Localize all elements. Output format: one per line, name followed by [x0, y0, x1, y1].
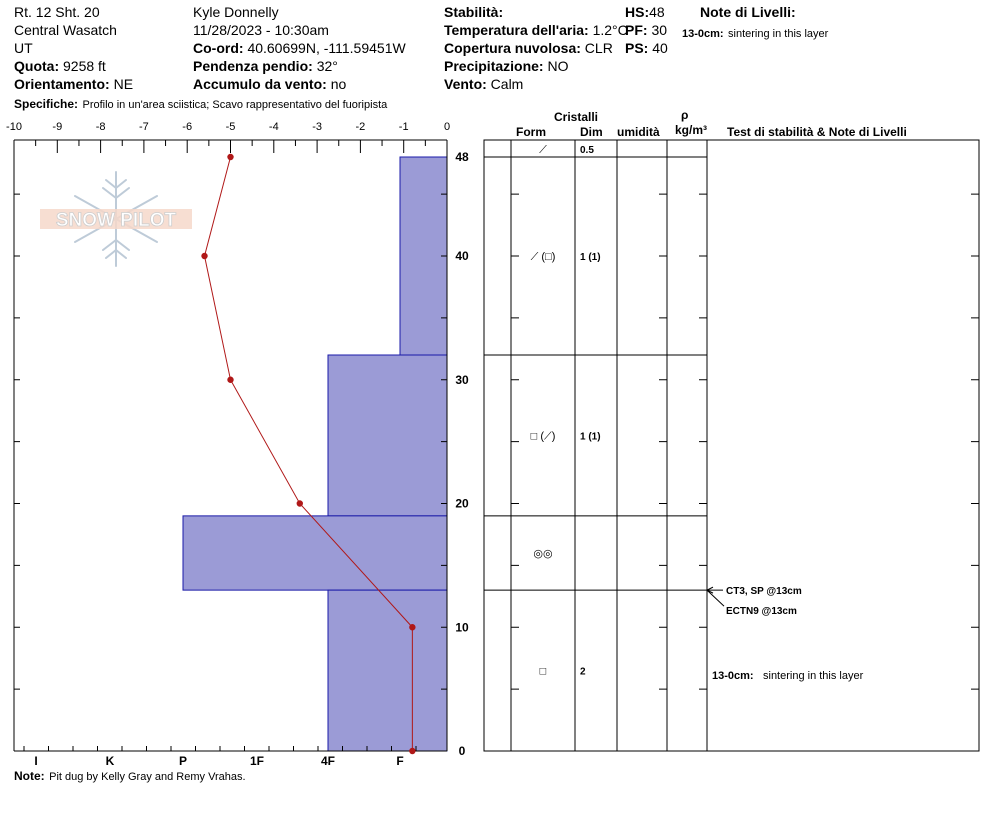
crystal-size: 1 (1): [580, 252, 601, 263]
wind-value: Calm: [490, 76, 524, 92]
temp-tick-label: -1: [398, 121, 409, 133]
crystal-form: ◎◎: [533, 548, 553, 560]
specifics-value: Profilo in un'area sciistica; Scavo rappresentativo del fuoripista: [82, 99, 388, 111]
wind-loading-label: Accumulo da vento:: [193, 76, 327, 92]
hardness-tick-label: P: [178, 754, 188, 768]
coord-label: Co-ord:: [193, 40, 244, 56]
sky-value: CLR: [584, 40, 613, 56]
height-tick-label: 40: [455, 249, 469, 263]
hardness-bar: [328, 590, 447, 751]
temp-tick-label: -3: [312, 121, 322, 133]
hardness-tick-label: K: [105, 754, 115, 768]
stability-test-text: CT3, SP @13cm: [726, 586, 802, 598]
height-tick-label: 0: [458, 744, 466, 758]
crystal-form: ⟋ (□): [530, 251, 556, 263]
hardness-tick-label: F: [396, 754, 404, 768]
slope-label: Pendenza pendio:: [193, 58, 313, 74]
precip-value: NO: [547, 58, 569, 74]
hardness-tick-label: 4F: [320, 754, 336, 768]
air-temp-label: Temperatura dell'aria:: [444, 22, 589, 38]
temp-tick-label: -5: [225, 121, 236, 133]
sky-label: Copertura nuvolosa:: [444, 40, 581, 56]
range-name: Central Wasatch: [14, 22, 117, 38]
aspect-label: Orientamento:: [14, 76, 110, 92]
temp-tick-label: -9: [52, 121, 63, 133]
air-temp-value: 1.2°C: [592, 22, 628, 38]
crystals-title: Cristalli: [554, 110, 599, 124]
temperature-point: [201, 253, 207, 259]
elevation-label: Quota:: [14, 58, 60, 74]
temperature-point: [297, 500, 303, 506]
hardness-tick-label: 1F: [249, 754, 265, 768]
precip-label: Precipitazione:: [444, 58, 544, 74]
temp-tick-label: -10: [6, 121, 22, 133]
crystal-form: □: [539, 665, 547, 678]
hardness-bar: [183, 516, 447, 590]
layer-note-text: sintering in this layer: [763, 670, 864, 682]
temp-tick-label: -4: [268, 121, 279, 133]
observation-datetime: 11/28/2023 - 10:30am: [193, 22, 329, 38]
layer-notes-title: Note di Livelli:: [700, 4, 796, 20]
temperature-point: [227, 377, 233, 383]
layer-note-label: 13-0cm:: [712, 670, 754, 682]
observer-name: Kyle Donnelly: [193, 4, 279, 20]
layer-note-header-label: 13-0cm:: [682, 28, 724, 40]
crystal-size: 2: [580, 666, 586, 678]
temp-tick-label: -6: [182, 121, 193, 133]
hardness-bar: [400, 157, 447, 355]
hs-value: 48: [649, 4, 665, 20]
density-unit: kg/m³: [675, 123, 708, 137]
hs-label: HS:: [625, 4, 650, 20]
specifics-label: Specifiche:: [14, 97, 79, 111]
moisture-header: umidità: [617, 125, 660, 139]
height-tick-label: 48: [455, 150, 469, 164]
temperature-point: [227, 154, 233, 160]
crystal-size: 1 (1): [580, 431, 601, 443]
size-header: Dim: [580, 125, 603, 139]
stability-label: Stabilità:: [444, 4, 504, 20]
height-tick-label: 10: [455, 620, 469, 635]
coord-value: 40.60699N, -111.59451W: [247, 40, 406, 56]
layer-note-header-text: sintering in this layer: [728, 28, 829, 40]
hardness-bar: [328, 355, 447, 516]
temp-tick-label: -2: [355, 121, 366, 133]
ps-value: 40: [652, 40, 668, 56]
ps-label: PS:: [625, 40, 649, 56]
note-label: Note:: [14, 769, 45, 783]
crystal-form: □ (⟋): [530, 430, 556, 443]
wind-loading-value: no: [330, 76, 347, 92]
stability-test-pointer: [707, 590, 724, 606]
height-tick-label: 20: [455, 496, 469, 511]
temp-tick-label: -8: [95, 121, 106, 133]
aspect-value: NE: [113, 76, 134, 92]
layer-table-frame: [484, 140, 979, 751]
slope-value: 32°: [316, 58, 338, 74]
height-tick-label: 30: [455, 372, 469, 387]
temp-tick-label: 0: [443, 121, 451, 133]
tests-header: Test di stabilità & Note di Livelli: [727, 125, 907, 139]
snowpilot-logo: [40, 172, 192, 266]
note-value: Pit dug by Kelly Gray and Remy Vrahas.: [49, 771, 246, 783]
logo-text: SNOW PILOT: [55, 210, 177, 231]
crystal-form: ⟋: [539, 144, 547, 156]
wind-label: Vento:: [444, 76, 487, 92]
form-header: Form: [516, 125, 546, 139]
elevation-value: 9258 ft: [63, 58, 106, 74]
temperature-point: [409, 624, 415, 630]
temp-tick-label: -7: [139, 121, 149, 133]
pf-value: 30: [651, 22, 668, 38]
state-name: UT: [14, 40, 33, 56]
crystal-size: 0.5: [580, 145, 594, 156]
route-sheet: Rt. 12 Sht. 20: [14, 4, 100, 20]
temperature-point: [409, 748, 415, 754]
density-header: ρ: [681, 108, 689, 122]
pf-label: PF:: [625, 22, 648, 38]
hardness-tick-label: I: [34, 754, 38, 768]
stability-test-text: ECTN9 @13cm: [726, 606, 797, 618]
